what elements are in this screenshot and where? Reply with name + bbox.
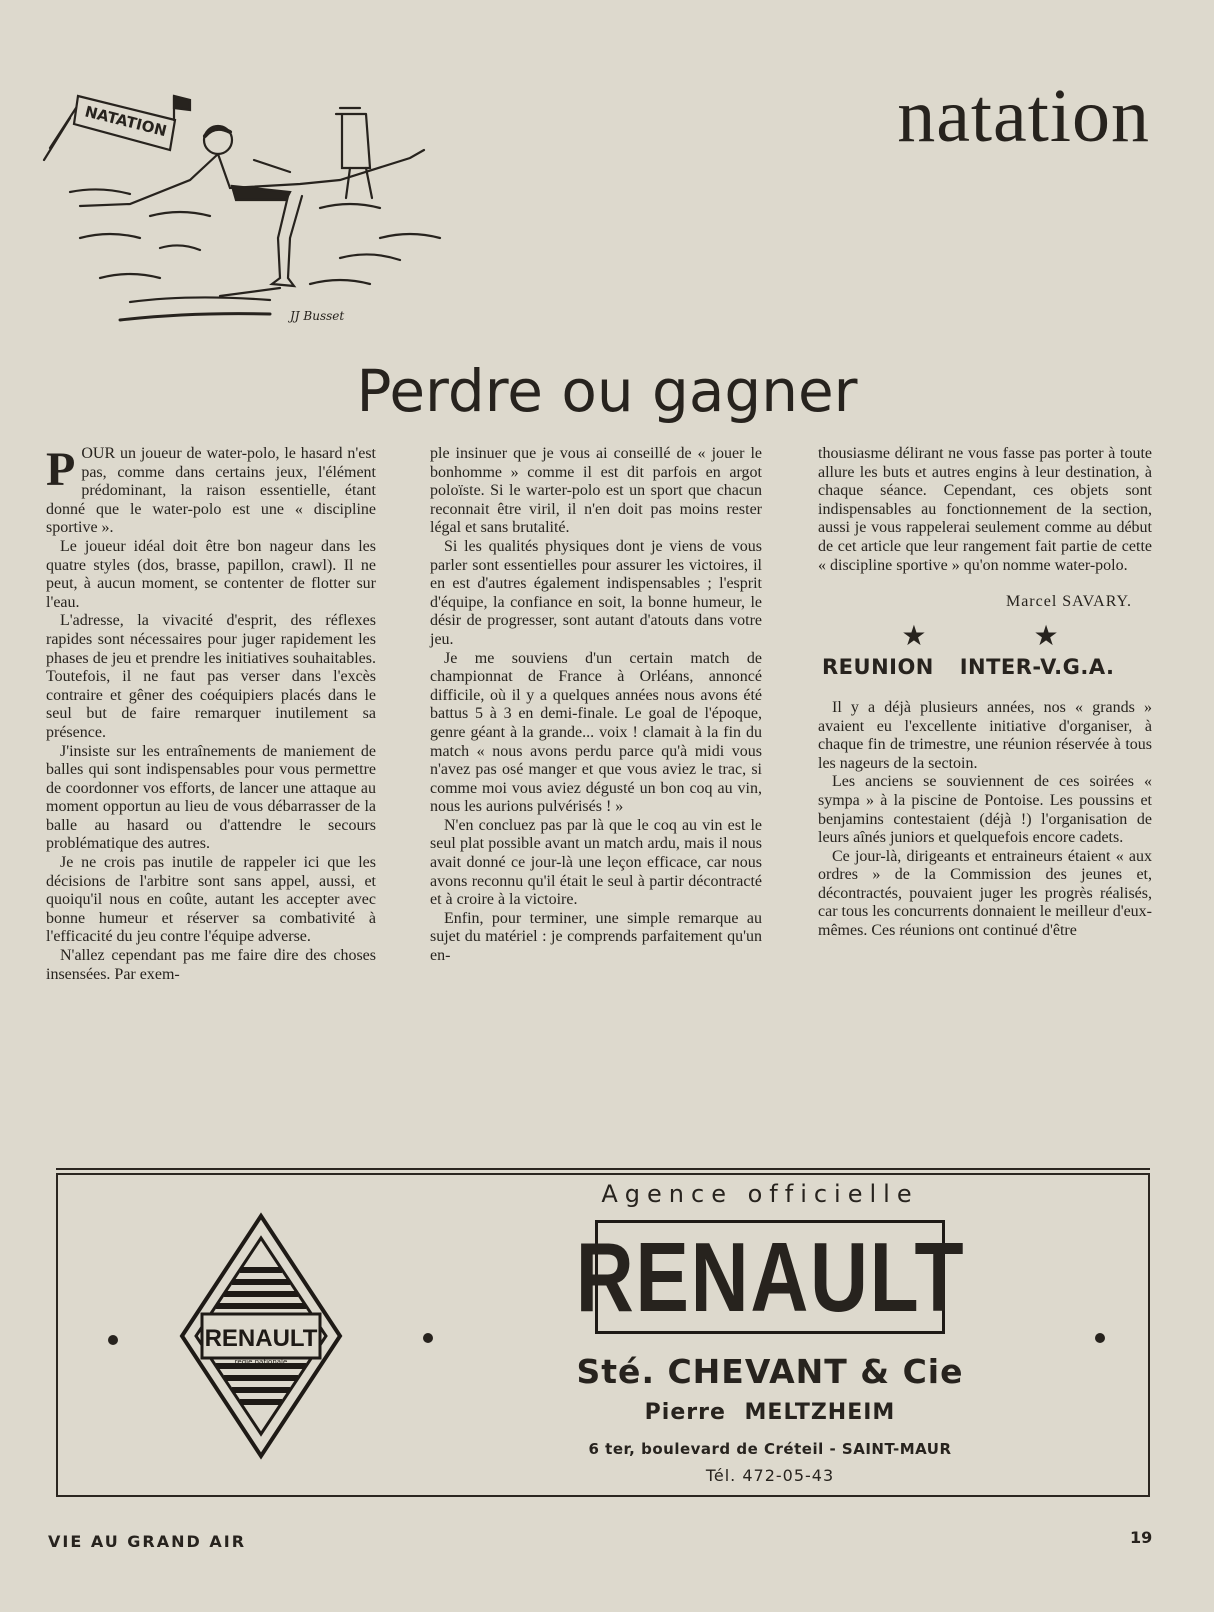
ad-manager-name: Pierre MELTZHEIM bbox=[644, 1400, 896, 1425]
swimmer-illustration bbox=[40, 88, 460, 348]
article-column-2 bbox=[430, 445, 762, 1145]
article-column-3 bbox=[818, 445, 1152, 1145]
illustration-banner-text: NATATION bbox=[83, 102, 169, 141]
article-paragraph: L'adresse, la vivacité d'esprit, des réflexes rapides sont nécessaires pour juger rapidement les phases de jeu et prendre les initiatives souhaitables. Toutefois, il ne faut pas verser dans l'excès contraire et gêner des coéquipiers placés dans le seul but de faire remarquer inutilement sa présence. bbox=[46, 612, 376, 741]
logo-subtext: régie nationale bbox=[234, 1358, 288, 1366]
second-article-paragraph: Il y a déjà plusieurs années, nos « grands » avaient eu l'excellente initiative d'organiser, à chaque fin de trimestre, une réunion réservée à tous les nageurs de la sectoin. bbox=[818, 698, 1152, 772]
article-paragraph: Le joueur idéal doit être bon nageur dans les quatre styles (dos, brasse, papillon, crawl). Il ne peut, à aucun moment, se contenter de flotter sur l'eau. bbox=[46, 537, 376, 611]
drop-cap: P bbox=[46, 443, 76, 496]
ad-brand-box bbox=[575, 1220, 965, 1334]
ad-bullet-dot bbox=[108, 1335, 118, 1345]
illustration-signature: JJ Busset bbox=[290, 309, 345, 323]
section-divider-stars: ★ ★ bbox=[901, 620, 1109, 652]
ad-bullet-dot bbox=[423, 1333, 433, 1343]
ad-brand-name: RENAULT bbox=[575, 1222, 965, 1332]
article-paragraph: Enfin, pour terminer, une simple remarque au sujet du matériel : je comprends parfaitement qu'un en- bbox=[430, 909, 762, 965]
second-article-heading: REUNION INTER-V.G.A. bbox=[822, 655, 1115, 680]
article-paragraph: POUR un joueur de water-polo, le hasard n'est pas, comme dans certains jeux, l'élément prédominant, la raison essentielle, étant donné que le water-polo est une « discipline sportive ». bbox=[46, 443, 376, 537]
article-paragraph: J'insiste sur les entraînements de maniement de balles qui sont indispensables pour vous permettre de coordonner vos efforts, de lancer une attaque au moment opportun au lieu de vous débarrasser de la balle au hasard ou d'attendre le secours problématique des autres. bbox=[46, 742, 376, 853]
ad-bullet-dot bbox=[1095, 1333, 1105, 1343]
logo-brand-text: RENAULT bbox=[204, 1325, 318, 1352]
article-paragraph: thousiasme délirant ne vous fasse pas porter à toute allure les buts et autres engins à leur destination, à chaque séance. Cependant, ces objets sont indispensables au fonctionnement de la section, aussi je vous rappelerai seulement comme au début de cet article que leur rangement fait partie de cette « discipline sportive » qu'on nomme water-polo. bbox=[818, 445, 1152, 574]
article-paragraph: Si les qualités physiques dont je viens de vous parler sont essentielles pour assurer les victoires, il en est d'autres également indispensables ; l'esprit d'équipe, la confiance en soit, la bonne humeur, le désir de progresser, sont autant d'atouts dans votre jeu. bbox=[430, 537, 762, 648]
article-column-1 bbox=[46, 445, 376, 1145]
footer-magazine-name: VIE AU GRAND AIR bbox=[48, 1532, 247, 1551]
second-article-paragraph: Ce jour-là, dirigeants et entraineurs étaient « aux ordres » de la Commission des jeunes et, décontractés, pouvaient juger les progrès réalisés, car tous les concurrents donnaient le meilleur d'eux-mêmes. Ces réunions ont continué d'être bbox=[818, 847, 1152, 940]
ad-top-rule bbox=[56, 1168, 1150, 1170]
ad-address: 6 ter, boulevard de Créteil - SAINT-MAUR bbox=[588, 1440, 952, 1458]
author-signature: Marcel SAVARY. bbox=[1005, 593, 1132, 611]
article-paragraph: Je ne crois pas inutile de rappeler ici que les décisions de l'arbitre sont sans appel, aussi, et quoiqu'il nous en coûte, autant les accepter avec bonne humeur et réserver sa combativité à l'efficacité du jeu contre l'équipe adverse. bbox=[46, 854, 376, 946]
section-title: natation bbox=[897, 74, 1150, 158]
article-paragraph: ple insinuer que je vous ai conseillé de « jouer le bonhomme » comme il est dit parfois en argot poloïste. Si le warter-polo est un sport que chacun reconnait être viril, il n'en doit pas moins rester légal et sans brutalité. bbox=[430, 445, 762, 537]
renault-diamond-logo bbox=[178, 1212, 344, 1460]
footer-page-number: 19 bbox=[1130, 1528, 1153, 1547]
article-paragraph: Je me souviens d'un certain match de championnat de France à Orléans, annoncé difficile, où il y a quelques années nous avons été battus 5 à 3 en demi-finale. Le goal de l'époque, genre géant à la grande... voix ! clamait à la fin du match « nous avons perdu parce qu'à midi vous n'avez pas osé manger et que vous aviez le trac, si comme moi vous aviez dégusté un bon coq au vin, nous les aurions pulvérisés ! » bbox=[430, 649, 762, 816]
second-article-paragraph: Les anciens se souviennent de ces soirées « sympa » à la piscine de Pontoise. Les poussins et benjamins contestaient (déjà !) l'organisation de leurs aînés juniors et quelquefois encore cadets. bbox=[818, 773, 1152, 847]
ad-tagline: Agence officielle bbox=[601, 1180, 919, 1208]
article-headline: Perdre ou gagner bbox=[356, 357, 858, 425]
ad-company-name: Sté. CHEVANT & Cie bbox=[576, 1352, 964, 1391]
article-paragraph: N'en concluez pas par là que le coq au vin est le seul plat possible avant un match ardu, mais il nous avait donné ce jour-là une leçon efficace, car nous avons reconnu qu'il était le seul à partir décontracté et à croire à la victoire. bbox=[430, 816, 762, 909]
ad-phone: Tél. 472-05-43 bbox=[705, 1466, 835, 1485]
article-paragraph: N'allez cependant pas me faire dire des choses insensées. Par exem- bbox=[46, 947, 376, 983]
